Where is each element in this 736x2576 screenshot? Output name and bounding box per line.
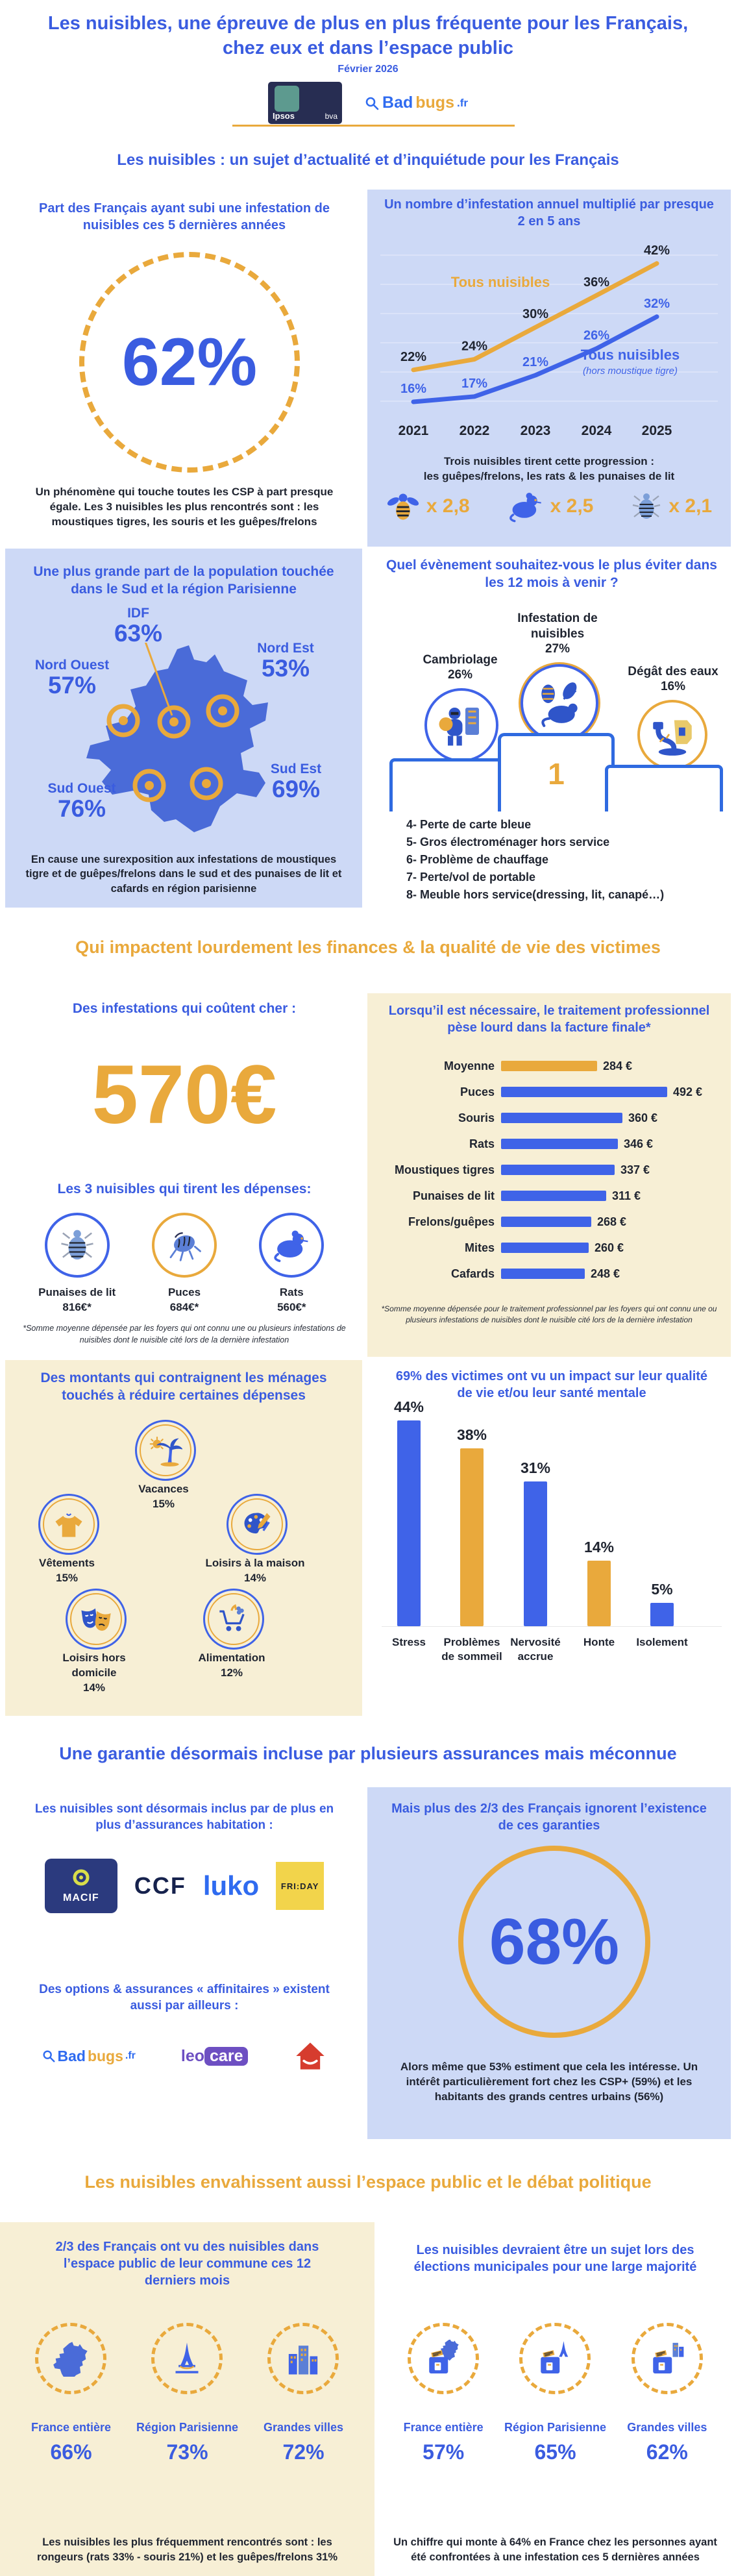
- series-label-hors-moustique: Tous nuisibles: [580, 347, 680, 363]
- treatment-bar-row: [367, 1131, 731, 1157]
- infestation-line-chart: [367, 232, 731, 450]
- region-name: IDF: [127, 606, 149, 621]
- bar-category-label: Souris: [458, 1111, 495, 1124]
- panel-insurers: [6, 1787, 362, 2139]
- podium-step-1: [498, 733, 615, 811]
- treatment-bar-row: [367, 1053, 731, 1079]
- life-impact-bar-chart: [373, 1398, 731, 1704]
- bar-category-label: Punaises de lit: [412, 1189, 495, 1202]
- paris-badge: [151, 2323, 223, 2394]
- bar-category-label: Nervosité accrue: [510, 1636, 561, 1663]
- podium-second-circle: [424, 688, 498, 762]
- stat-label: Région Parisienne: [504, 2421, 607, 2434]
- panel-life-impact: [373, 1360, 731, 1716]
- top3-puces-circle: [152, 1213, 217, 1278]
- trend-caption-line2: les guêpes/frelons, les rats & les punaises de lit: [423, 469, 675, 482]
- rat-icon: [508, 489, 544, 523]
- point-label: 32%: [643, 296, 670, 311]
- bar: [501, 1269, 585, 1279]
- treatment-title: Lorsqu’il est nécessaire, le traitement professionnel pèse lourd dans la facture finale*: [388, 1004, 710, 1035]
- spend-value: 15%: [55, 1571, 79, 1584]
- multiplier-bedbugs-value: x 2,1: [669, 495, 713, 517]
- panel-avoid-events: [373, 549, 731, 908]
- avoid-list-item: 7- Perte/vol de portable: [406, 871, 536, 884]
- leocare-prefix: leo: [180, 2046, 205, 2065]
- point-label: 24%: [461, 339, 488, 354]
- stat-grandes-villes: [246, 2323, 361, 2464]
- palm-icon: [149, 1433, 182, 1467]
- podium-first-label: [499, 611, 616, 656]
- podium-rank-1: 1: [548, 757, 565, 791]
- point-label: 16%: [400, 382, 427, 396]
- section-header-assurance: Une garantie désormais incluse par plusieurs assurances mais méconnue: [59, 1744, 677, 1763]
- macif-logo-text: MACIF: [63, 1892, 99, 1903]
- region-value: 69%: [271, 776, 321, 802]
- badbugs-logo-accent: bugs: [415, 93, 454, 112]
- panel-awareness: [367, 1787, 731, 2139]
- multiplier-rats: [508, 489, 594, 523]
- region-name: Nord Ouest: [34, 658, 110, 673]
- badbugs-tld: .fr: [125, 2050, 136, 2061]
- bar: [501, 1139, 618, 1149]
- stat-label: Grandes villes: [263, 2421, 344, 2434]
- treatment-footnote: *Somme moyenne dépensée pour le traitement professionnel par les foyers qui ont connu une ou plusieurs infestations de nuisibles dont le nuisible cité lors de la dernière infestation: [381, 1304, 717, 1324]
- stat-label: Région Parisienne: [136, 2421, 239, 2434]
- vetements-badge: [38, 1494, 99, 1555]
- stat-label: France entière: [403, 2421, 484, 2434]
- logo-row: [0, 82, 736, 124]
- pests-icon: [535, 678, 584, 728]
- bar: [501, 1165, 615, 1175]
- stat-62: 62%: [121, 324, 258, 400]
- bar-value-label: 38%: [456, 1426, 487, 1443]
- spend-value: 15%: [152, 1497, 175, 1510]
- bar-category-label: Moyenne: [443, 1059, 495, 1072]
- france-badge: [35, 2323, 106, 2394]
- magnifier-icon: [364, 95, 380, 111]
- ballot-france-icon: [424, 2340, 462, 2377]
- infestation-share-caption: Un phénomène qui touche toutes les CSP à part presque égale. Les 3 nuisibles les plus rencontrés sont : les moustiques tigres, les souris et les guêpes/frelons: [35, 486, 334, 528]
- bar-value-label: 492 €: [673, 1085, 703, 1098]
- stat-vote-villes: [612, 2323, 723, 2464]
- podium-second-label: [408, 652, 512, 682]
- city-icon: [285, 2340, 321, 2377]
- podium-third-label: [618, 664, 728, 694]
- stat-france-entiere: [14, 2323, 129, 2464]
- ballot-paris-icon: [536, 2340, 574, 2377]
- panel-annual-trend: [367, 190, 731, 547]
- alimentation-label: [180, 1651, 284, 1681]
- leocare-suffix: care: [204, 2047, 248, 2066]
- stat-value: 66%: [50, 2440, 92, 2464]
- multiplier-rats-value: x 2,5: [550, 495, 594, 517]
- badbugs-logo-tld: .fr: [456, 96, 468, 109]
- bedbug-icon: [631, 489, 662, 523]
- red-house-icon: [293, 2039, 327, 2073]
- stat-570: 570€: [92, 1048, 277, 1141]
- bar-value-label: 260 €: [595, 1241, 624, 1254]
- treatment-bar-row: [367, 1183, 731, 1209]
- bar-category-label: Frelons/guêpes: [408, 1215, 495, 1228]
- treatment-bar-row: [367, 1209, 731, 1235]
- spend-value: 12%: [220, 1666, 243, 1679]
- multiplier-wasps-value: x 2,8: [426, 495, 470, 517]
- vacances-badge: [135, 1420, 196, 1481]
- region-label-idf: [103, 606, 174, 647]
- podium-second-value: 26%: [447, 667, 473, 682]
- avoid-list-item: 5- Gros électroménager hors service: [406, 836, 610, 848]
- water-damage-icon: [650, 713, 694, 757]
- point-label: 36%: [583, 275, 610, 290]
- panel-infestation-share: [6, 195, 362, 549]
- spend-label: Vêtements: [39, 1557, 95, 1569]
- podium-step-2: [389, 758, 508, 811]
- top3-punaises-label: Punaises de lit: [38, 1286, 116, 1298]
- top3-pests-row: [6, 1213, 362, 1315]
- bar-stress: [397, 1420, 421, 1626]
- region-name: Sud Est: [270, 762, 322, 776]
- loisirs-hors-label: [42, 1651, 146, 1696]
- insurers-title: Les nuisibles sont désormais inclus par de plus en plus d’assurances habitation :: [34, 1802, 334, 1832]
- flea-icon: [166, 1227, 202, 1263]
- region-value: 53%: [261, 655, 310, 682]
- point-label: 26%: [583, 328, 610, 343]
- vetements-label: [15, 1556, 119, 1586]
- stat-label: France entière: [31, 2421, 112, 2434]
- affinity-subtitle: Des options & assurances « affinitaires » existent aussi par ailleurs :: [39, 1983, 330, 2012]
- friday-logo-text: FRI:DAY: [280, 1881, 319, 1891]
- stat-value: 73%: [166, 2440, 208, 2464]
- spend-label: Vacances: [138, 1483, 189, 1495]
- bar-category-label: Rats: [469, 1137, 495, 1150]
- bar: [501, 1243, 589, 1253]
- bar-category-label: Problèmes de sommeil: [441, 1636, 502, 1663]
- panel-public-left: [0, 2222, 374, 2576]
- region-label-nord-est: [234, 641, 337, 682]
- insurer-logos-row: [6, 1859, 362, 1913]
- region-value: 57%: [47, 672, 97, 699]
- panel-treatment-costs: [367, 993, 731, 1357]
- top3-rats-circle: [259, 1213, 324, 1278]
- bva-logo-text: bva: [325, 112, 338, 121]
- point-label: 17%: [461, 376, 488, 391]
- baseline: [382, 1626, 722, 1627]
- point-label: 42%: [643, 243, 670, 258]
- alimentation-badge: [203, 1589, 264, 1650]
- avoid-list-item: 8- Meuble hors service(dressing, lit, canapé…): [406, 888, 665, 901]
- ballot-city-icon: [648, 2340, 686, 2377]
- year-tick: 2025: [641, 423, 672, 438]
- friday-logo: [276, 1862, 324, 1910]
- bar-value-label: 284 €: [603, 1059, 633, 1072]
- theater-masks-icon: [79, 1602, 113, 1636]
- affinity-logos-row: [6, 2039, 362, 2073]
- costs-footnote: *Somme moyenne dépensée par les foyers qui ont connu une ou plusieurs infestations de nuisibles dont le nuisible cité lors de la dernière infestation: [23, 1324, 346, 1344]
- bar-category-label: Stress: [392, 1636, 426, 1648]
- top3-puces: [132, 1213, 236, 1315]
- podium-first-name: Infestation de nuisibles: [517, 612, 598, 641]
- stat-68: 68%: [489, 1905, 620, 1978]
- palette-icon: [240, 1507, 274, 1541]
- bar-category-label: Mites: [464, 1241, 495, 1254]
- badbugs-logo-prefix: Bad: [382, 93, 413, 112]
- region-value: 76%: [57, 795, 106, 822]
- macif-logo: [45, 1859, 117, 1913]
- region-value: 63%: [114, 620, 163, 647]
- loisirs-maison-badge: [227, 1494, 288, 1555]
- top3-punaises: [25, 1213, 129, 1315]
- top3-rats: [239, 1213, 343, 1315]
- tshirt-icon: [52, 1507, 86, 1541]
- bar-category-label: Isolement: [636, 1636, 688, 1648]
- point-label: 30%: [522, 307, 549, 322]
- ipsos-bva-logo: [268, 82, 342, 124]
- multiplier-wasps: [386, 489, 470, 523]
- spend-label: Loisirs à la maison: [205, 1557, 305, 1569]
- ballot-france-badge: [408, 2323, 479, 2394]
- bar: [501, 1191, 606, 1201]
- treatment-bar-chart: [367, 1053, 731, 1287]
- podium-second-name: Cambriolage: [423, 653, 498, 667]
- ccf-logo: CCF: [134, 1872, 186, 1899]
- panel-public-right: [374, 2222, 736, 2576]
- region-label-sud-est: [244, 762, 348, 802]
- spend-label: Loisirs hors domicile: [62, 1652, 126, 1679]
- bar-value-label: 337 €: [620, 1163, 650, 1176]
- bar-category-label: Honte: [583, 1636, 615, 1648]
- year-tick: 2022: [459, 423, 490, 438]
- region-label-nord-ouest: [17, 658, 127, 699]
- series-label-tous-nuisibles: Tous nuisibles: [450, 274, 550, 290]
- annual-trend-title: Un nombre d’infestation annuel multiplié par presque 2 en 5 ans: [384, 197, 714, 229]
- costs-title: Des infestations qui coûtent cher :: [72, 1001, 297, 1016]
- top3-punaises-circle: [45, 1213, 110, 1278]
- spend-label: Alimentation: [198, 1652, 265, 1664]
- badbugs-logo: [364, 93, 468, 112]
- panel-costs: [6, 993, 362, 1357]
- bar-value-label: 360 €: [628, 1111, 658, 1124]
- podium-first-circle: [521, 664, 598, 742]
- public-left-caption: Les nuisibles les plus fréquemment rencontrés sont : les rongeurs (rats 33% - souris 21%) et les guêpes/frelons 31%: [36, 2536, 338, 2563]
- public-right-title: Les nuisibles devraient être un sujet lors des élections municipales pour une large majorité: [413, 2243, 697, 2274]
- badbugs-prefix: Bad: [57, 2047, 86, 2064]
- public-right-stats: [374, 2323, 736, 2464]
- wasp-icon: [386, 489, 420, 523]
- panel-reduced-spending: [5, 1360, 362, 1716]
- life-impact-title: 69% des victimes ont vu un impact sur leur qualité de vie et/ou leur santé mentale: [395, 1369, 708, 1400]
- leocare-logo: [181, 2047, 249, 2066]
- region-name: Sud Ouest: [47, 781, 116, 796]
- regions-caption: En cause une surexposition aux infestations de moustiques tigre et de guêpes/frelons dans le sud et des punaises de lit et cafards en région parisienne: [25, 854, 342, 895]
- public-left-stats: [0, 2323, 374, 2464]
- region-name: Nord Est: [257, 641, 314, 656]
- bar-honte: [587, 1561, 611, 1626]
- report-date: Février 2026: [337, 64, 399, 75]
- spend-value: 14%: [243, 1571, 267, 1584]
- year-tick: 2024: [581, 423, 612, 438]
- bar-value-label: 31%: [520, 1459, 551, 1476]
- podium-step-3: [605, 765, 723, 811]
- bar-nervosit-accrue: [524, 1481, 547, 1626]
- stat-label: Grandes villes: [627, 2421, 707, 2434]
- year-tick: 2023: [520, 423, 551, 438]
- bar: [501, 1113, 622, 1123]
- bar-category-label: Cafards: [450, 1267, 495, 1280]
- avoid-events-title: Quel évènement souhaitez-vous le plus éviter dans les 12 mois à venir ?: [386, 558, 717, 591]
- stat-value: 57%: [423, 2440, 465, 2464]
- top3-rats-value: 560€*: [277, 1300, 306, 1313]
- top3-puces-label: Puces: [167, 1286, 201, 1298]
- bar-value-label: 311 €: [612, 1189, 641, 1202]
- top3-punaises-value: 816€*: [62, 1300, 92, 1313]
- city-badge: [267, 2323, 339, 2394]
- podium-third-circle: [637, 700, 707, 770]
- bar-isolement: [650, 1603, 674, 1626]
- bar-category-label: Puces: [460, 1085, 495, 1098]
- multiplier-row: [367, 489, 731, 523]
- bar: [501, 1087, 667, 1097]
- gold-divider: [232, 125, 515, 127]
- avoid-others-list: [406, 816, 724, 904]
- point-label: 21%: [522, 355, 549, 369]
- trend-caption-line1: Trois nuisibles tirent cette progression :: [443, 455, 654, 467]
- vacances-label: [112, 1482, 215, 1512]
- stat-value: 62%: [646, 2440, 688, 2464]
- bar-value-label: 346 €: [624, 1137, 654, 1150]
- infestation-share-title: Part des Français ayant subi une infestation de nuisibles ces 5 dernières années: [39, 201, 330, 232]
- page-title: Les nuisibles, une épreuve de plus en plus fréquente pour les Français, chez eux et dans l’espace public: [47, 13, 689, 58]
- bar-value-label: 5%: [651, 1581, 673, 1598]
- stat-ring-68: [458, 1846, 650, 2038]
- panel-regions-map: [5, 549, 362, 908]
- cart-icon: [217, 1602, 251, 1636]
- point-label: 22%: [400, 349, 427, 364]
- podium-first-value: 27%: [545, 641, 570, 656]
- regions-title: Une plus grande part de la population touchée dans le Sud et la région Parisienne: [33, 564, 334, 597]
- bar: [501, 1061, 597, 1071]
- stat-value: 65%: [534, 2440, 576, 2464]
- bar-value-label: 248 €: [591, 1267, 620, 1280]
- multiplier-bedbugs: [631, 489, 712, 523]
- bedbug-icon: [59, 1227, 95, 1263]
- stat-region-parisienne: [130, 2323, 245, 2464]
- luko-logo: luko: [202, 1870, 260, 1901]
- france-icon: [53, 2340, 89, 2377]
- bar-category-label: Moustiques tigres: [394, 1163, 495, 1176]
- stat-value: 72%: [282, 2440, 325, 2464]
- avoid-list-item: 4- Perte de carte bleue: [406, 818, 532, 831]
- section-header-finances: Qui impactent lourdement les finances & la qualité de vie des victimes: [75, 937, 661, 957]
- ballot-paris-badge: [519, 2323, 591, 2394]
- treatment-bar-row: [367, 1235, 731, 1261]
- awareness-caption: Alors même que 53% estiment que cela les intéresse. Un intérêt particulièrement fort chez les CSP+ (59%) et les habitants des grands centres urbains (56%): [400, 2061, 698, 2103]
- costs-subtitle: Les 3 nuisibles qui tirent les dépenses:: [57, 1182, 312, 1196]
- top3-puces-value: 684€*: [169, 1300, 199, 1313]
- year-tick: 2021: [398, 423, 429, 438]
- bar-value-label: 44%: [393, 1398, 424, 1415]
- section-header-espace-public: Les nuisibles envahissent aussi l’espace public et le débat politique: [84, 2172, 652, 2192]
- treatment-bar-row: [367, 1261, 731, 1287]
- series-sublabel-hors-moustique: (hors moustique tigre): [583, 365, 678, 377]
- public-left-title: 2/3 des Français ont vu des nuisibles dans l’espace public de leur commune ces 12 derniers mois: [55, 2240, 319, 2288]
- reduced-spending-title: Des montants qui contraignent les ménages touchés à réduire certaines dépenses: [40, 1370, 327, 1404]
- stat-ring-62: [79, 252, 300, 473]
- top3-rats-label: Rats: [279, 1286, 304, 1298]
- region-label-sud-ouest: [23, 781, 140, 822]
- stat-vote-paris: [500, 2323, 611, 2464]
- loisirs-hors-badge: [66, 1589, 127, 1650]
- loisirs-maison-label: [203, 1556, 307, 1586]
- treatment-bar-row: [367, 1157, 731, 1183]
- ballot-city-badge: [632, 2323, 703, 2394]
- rat-icon: [272, 1227, 311, 1263]
- eiffel-icon: [169, 2340, 205, 2377]
- burglar-icon: [438, 702, 485, 749]
- macif-emblem-icon: [70, 1868, 92, 1890]
- bar: [501, 1217, 591, 1227]
- podium-third-name: Dégât des eaux: [628, 665, 718, 678]
- treatment-bar-row: [367, 1079, 731, 1105]
- treatment-bar-row: [367, 1105, 731, 1131]
- badbugs-accent: bugs: [87, 2047, 123, 2064]
- stat-vote-france: [388, 2323, 499, 2464]
- avoid-list-item: 6- Problème de chauffage: [406, 853, 549, 866]
- section-header-actualite: Les nuisibles : un sujet d’actualité et d’inquiétude pour les Français: [117, 151, 619, 169]
- bar-value-label: 268 €: [597, 1215, 627, 1228]
- badbugs-affinity-logo: [42, 2048, 136, 2065]
- public-right-caption: Un chiffre qui monte à 64% en France chez les personnes ayant été confrontées à une infestation ces 5 dernières années: [393, 2536, 717, 2563]
- magnifier-icon: [42, 2049, 56, 2063]
- podium-third-value: 16%: [660, 679, 686, 693]
- bar-probl-mes-de-sommeil: [460, 1448, 484, 1626]
- ipsos-emblem-icon: [275, 86, 299, 112]
- awareness-title: Mais plus des 2/3 des Français ignorent l’existence de ces garanties: [391, 1802, 707, 1833]
- ipsos-logo-text: Ipsos: [273, 111, 295, 121]
- bar-value-label: 14%: [583, 1539, 615, 1555]
- spend-value: 14%: [82, 1681, 106, 1694]
